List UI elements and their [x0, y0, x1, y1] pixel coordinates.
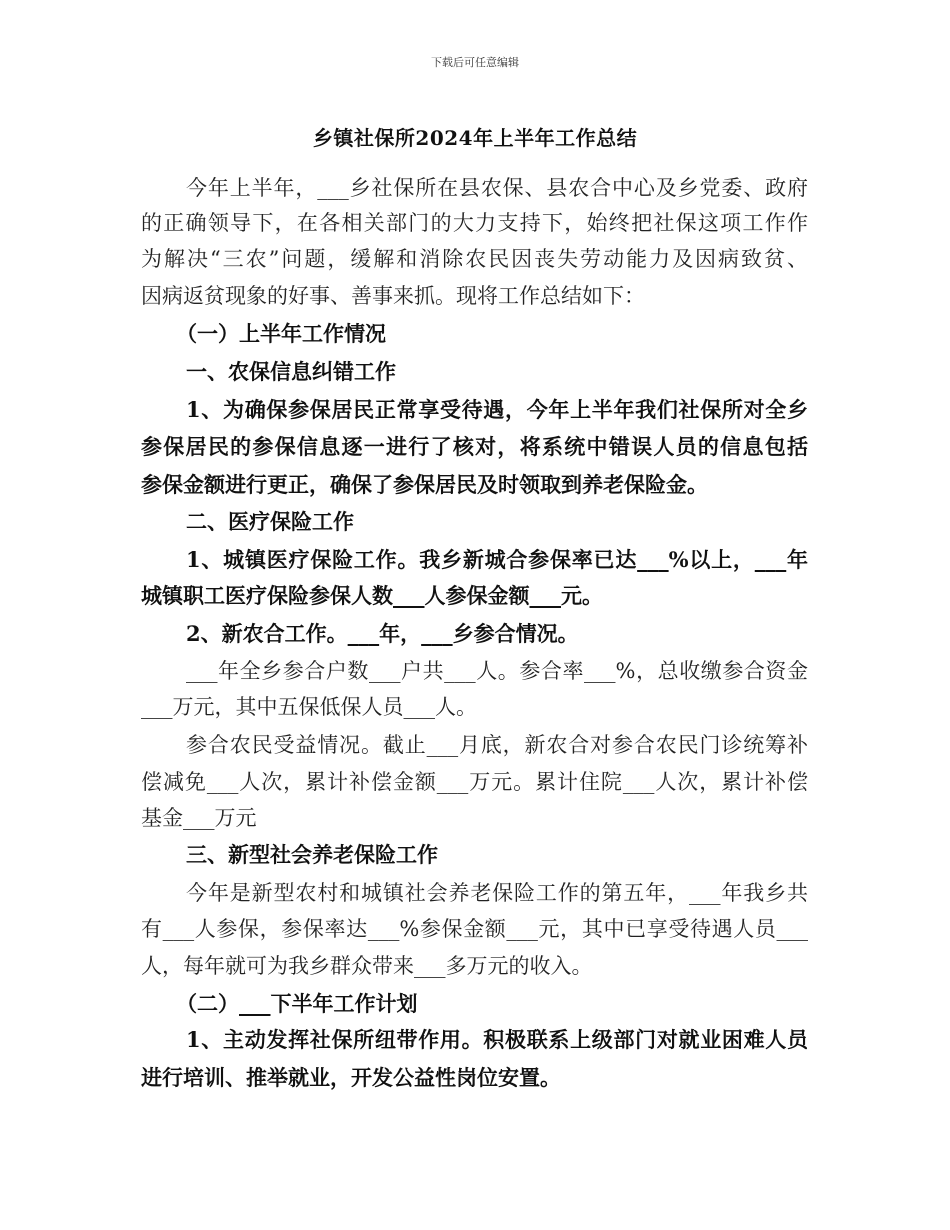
paragraph-line: 为解决“三农”问题，缓解和消除农民因丧失劳动能力及因病致贫、 [141, 247, 808, 271]
section-heading: （一）上半年工作情况 [176, 321, 386, 346]
document-title: 乡镇社保所2024年上半年工作总结 [312, 126, 638, 150]
subsection-heading: 三、新型社会养老保险工作 [186, 842, 438, 867]
paragraph-line: 有___人参保，参保率达___%参保金额___元，其中已享受待遇人员___ [141, 917, 808, 941]
paragraph-line: 2、新农合工作。___年，___乡参合情况。 [186, 621, 579, 646]
paragraph-line: 因病返贫现象的好事、善事来抓。现将工作总结如下： [141, 284, 645, 308]
section-heading: （二）___下半年工作计划 [176, 991, 418, 1016]
paragraph-line: 参合农民受益情况。截止___月底，新农合对参合农民门诊统筹补 [186, 733, 808, 757]
subsection-heading: 二、医疗保险工作 [186, 509, 354, 534]
paragraph-line: 1、主动发挥社保所纽带作用。积极联系上级部门对就业困难人员 [186, 1027, 808, 1052]
paragraph-line: 的正确领导下，在各相关部门的大力支持下，始终把社保这项工作作 [141, 211, 808, 235]
paragraph-line: 城镇职工医疗保险参保人数___人参保金额___元。 [141, 583, 603, 608]
header-note: 下载后可任意编辑 [431, 56, 519, 69]
paragraph-line: 今年是新型农村和城镇社会养老保险工作的第五年，___年我乡共 [186, 881, 808, 905]
paragraph-line: 参保居民的参保信息逐一进行了核对，将系统中错误人员的信息包括 [141, 434, 808, 459]
paragraph-line: 进行培训、推举就业，开发公益性岗位安置。 [141, 1065, 561, 1090]
paragraph-line: 偿减免___人次，累计补偿金额___万元。累计住院___人次，累计补偿 [141, 770, 808, 794]
paragraph-line: 人，每年就可为我乡群众带来___多万元的收入。 [141, 954, 593, 978]
paragraph-line: 基金___万元 [141, 806, 257, 830]
paragraph-line: 1、城镇医疗保险工作。我乡新城合参保率已达___%以上，___年 [186, 547, 808, 572]
paragraph-line: 参保金额进行更正，确保了参保居民及时领取到养老保险金。 [141, 472, 708, 497]
paragraph-line: ___万元，其中五保低保人员___人。 [141, 695, 477, 719]
paragraph-line: ___年全乡参合户数___户共___人。参合率___%，总收缴参合资金 [186, 659, 808, 683]
paragraph-line: 1、为确保参保居民正常享受待遇，今年上半年我们社保所对全乡 [186, 397, 808, 422]
paragraph-line: 今年上半年，___乡社保所在县农保、县农合中心及乡党委、政府 [186, 176, 808, 200]
subsection-heading: 一、农保信息纠错工作 [186, 359, 396, 384]
